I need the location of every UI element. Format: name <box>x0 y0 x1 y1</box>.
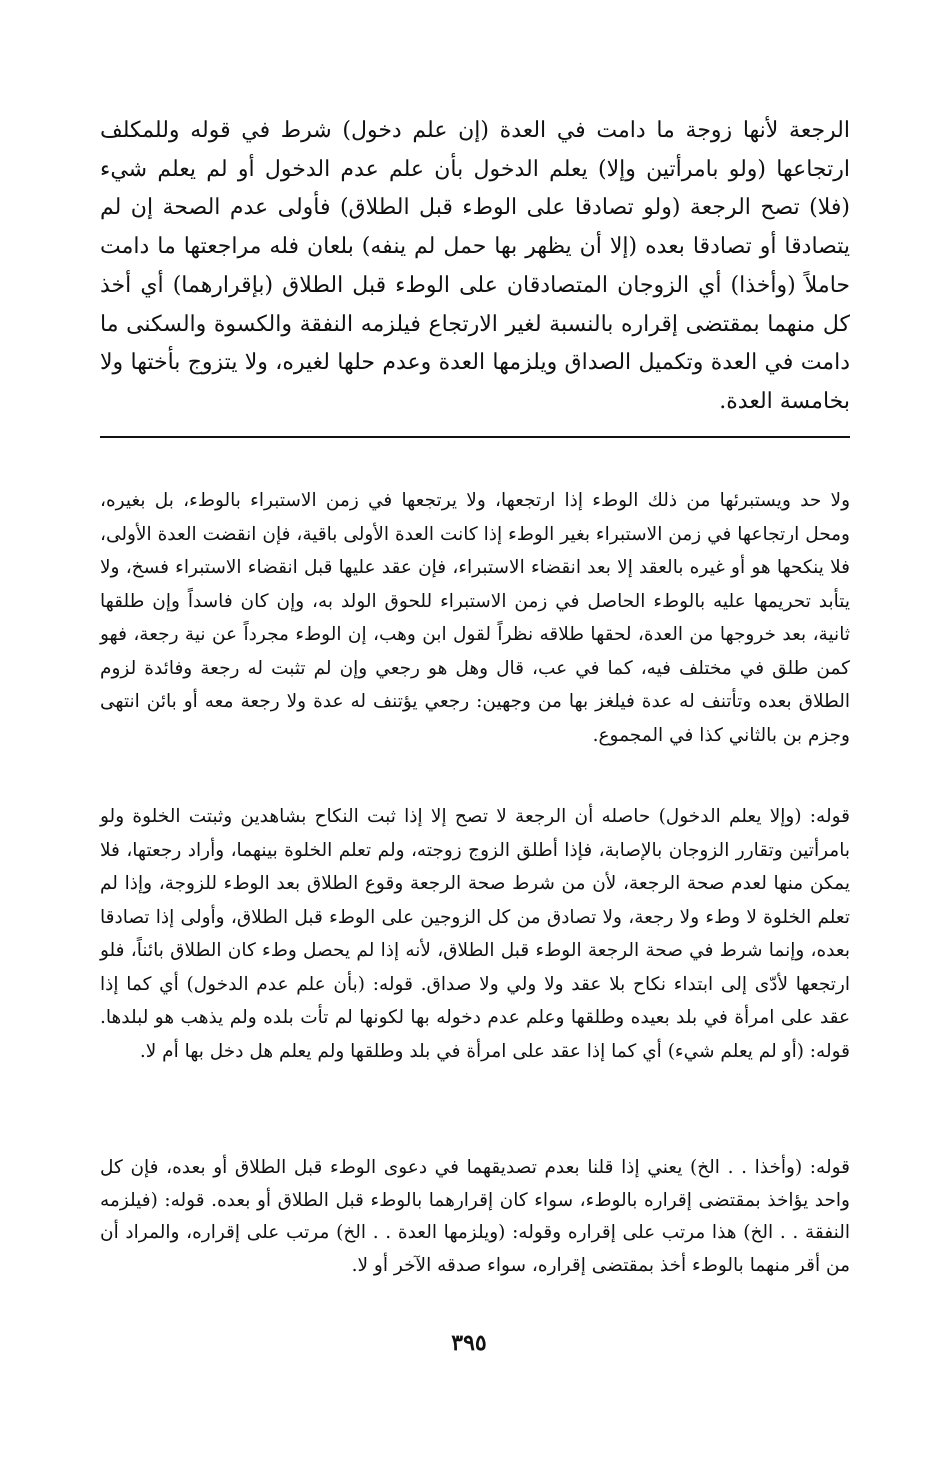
page-number: ٣٩٥ <box>451 1330 487 1356</box>
footnote-separator-line <box>100 436 850 438</box>
main-text-paragraph: الرجعة لأنها زوجة ما دامت في العدة (إن علم دخول) شرط في قوله وللمكلف ارتجاعها (ولو بامرأتين وإلا) يعلم الدخول بأن علم عدم الدخول أو لم يعلم شيء (فلا) تصح الرجعة (ولو تصادقا على الوطء قبل الطلاق) فأولى عدم الصحة إن لم يتصادقا أو تصادقا بعده (إلا أن يظهر بها حمل لم ينفه) بلعان فله مراجعتها ما دامت حاملاً (وأخذا) أي الزوجان المتصادقان على الوطء قبل الطلاق (بإقرارهما) أي أخذ كل منهما بمقتضى إقراره بالنسبة لغير الارتجاع فيلزمه النفقة والكسوة والسكنى ما دامت في العدة وتكميل الصداق ويلزمها العدة وعدم حلها لغيره، ولا يتزوج بأختها ولا بخامسة العدة. <box>100 118 850 414</box>
footnote-paragraph: قوله: (وإلا يعلم الدخول) حاصله أن الرجعة لا تصح إلا إذا ثبت النكاح بشاهدين وثبتت الخلوة ولو بامرأتين وتقارر الزوجان بالإصابة، فإذا أطلق الزوج زوجته، ولم تعلم الخلوة بينهما، وأراد رجعتها، فلا يمكن منها لعدم صحة الرجعة، لأن من شرط صحة الرجعة وقوع الطلاق بعد الوطء للزوجة، وإذا لم تعلم الخلوة لا وطء ولا رجعة، ولا تصادق من كل الزوجين على الوطء قبل الطلاق، وأولى إذا تصادقا بعده، وإنما شرط في صحة الرجعة الوطء قبل الطلاق، لأنه إذا لم يحصل وطء كان الطلاق بائناً، فلو ارتجعها لأدّى إلى ابتداء نكاح بلا عقد ولا ولي ولا صداق. قوله: (بأن علم عدم الدخول) أي كما إذا عقد على امرأة في بلد بعيده وطلقها وعلم عدم دخوله بها لكونها لم تأت بلده ولم يذهب هو لبلدها. قوله: (أو لم يعلم شيء) أي كما إذا عقد على امرأة في بلد وطلقها ولم يعلم هل دخل بها أم لا. <box>100 806 850 1062</box>
footnote-paragraph: قوله: (وأخذا . . الخ) يعني إذا قلنا بعدم تصديقهما في دعوى الوطء قبل الطلاق أو بعده، فإن كل واحد يؤاخذ بمقتضى إقراره بالوطء، سواء كان إقرارهما بالوطء قبل الطلاق أو بعده. قوله: (فيلزمه النفقة . . الخ) هذا مرتب على إقراره وقوله: (ويلزمها العدة . . الخ) مرتب على إقراره، والمراد أن من أقر منهما بالوطء أخذ بمقتضى إقراره، سواء صدقه الآخر أو لا. <box>100 1157 850 1276</box>
footnote-paragraph: ولا حد ويستبرئها من ذلك الوطء إذا ارتجعها، ولا يرتجعها في زمن الاستبراء بالوطء، بل بغيره، ومحل ارتجاعها في زمن الاستبراء بغير الوطء إذا كانت العدة الأولى باقية، فإن انقضت العدة الأولى، فلا ينكحها هو أو غيره بالعقد إلا بعد انقضاء الاستبراء، فإن عقد عليها قبل انقضاء الاستبراء فسخ، ولا يتأبد تحريمها عليه بالوطء الحاصل في زمن الاستبراء للحوق الولد به، وإن كان فاسداً وإن طلقها ثانية، بعد خروجها من العدة، لحقها طلاقه نظراً لقول ابن وهب، إن الوطء مجرداً عن نية رجعة، فهو كمن طلق في مختلف فيه، كما في عب، قال وهل هو رجعي وإن لم تثبت له رجعة وفائدة لزوم الطلاق بعده وتأتنف له عدة فيلغز بها من وجهين: رجعي يؤتنف له عدة ولا رجعة معه أو بائن انتهى وجزم بن بالثاني كذا في المجموع. <box>100 490 850 746</box>
